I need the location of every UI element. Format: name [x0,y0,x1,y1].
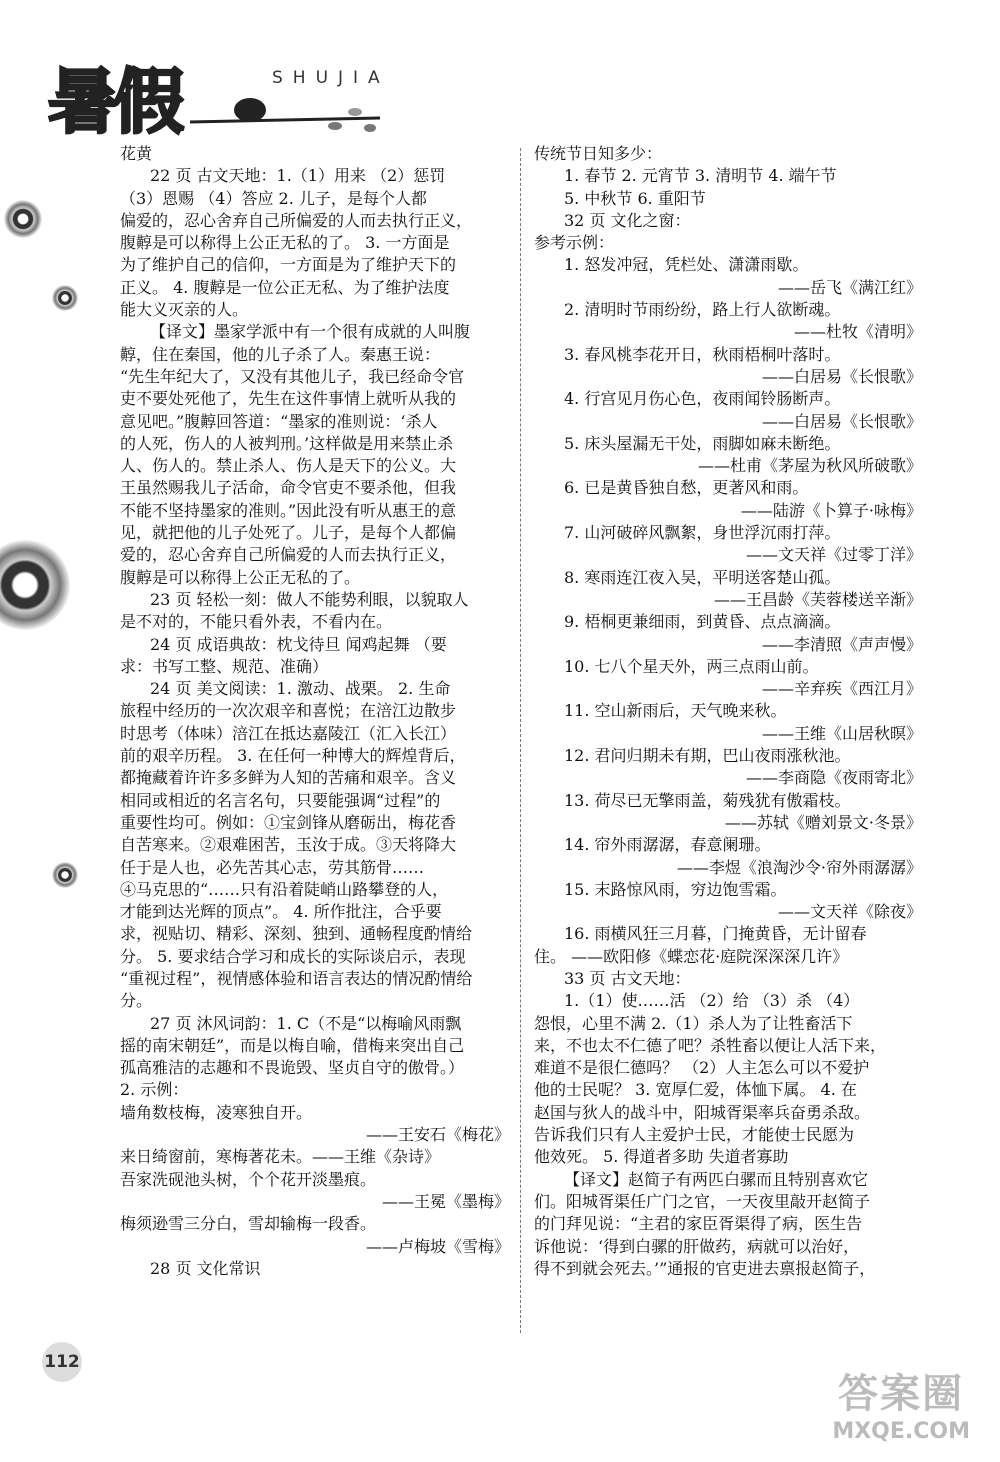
text-line: 吏不要处死他了，先生在这件事情上就听从我的 [120,389,457,409]
text-line: 27 页 沐风词韵：1. C（不是“以梅喻风雨飘 [150,1013,462,1033]
text-line: 分。 [120,991,153,1011]
text-line: 8. 寒雨连江夜入吴，平明送客楚山孤。 [564,567,841,587]
text-line: ——李清照《声声慢》 [761,634,922,654]
logo-title: 暑假 [48,61,180,143]
text-line: 相同或相近的名言名句，只要能强调“过程”的 [120,790,441,810]
text-line: 11. 空山新雨后，天气晚来秋。 [564,701,787,721]
text-line: 偏爱的，忍心舍弃自己所偏爱的人而去执行正义， [120,210,473,230]
text-line: 1. 春节 2. 元宵节 3. 清明节 4. 端午节 [564,166,837,186]
text-line: 自苦寒来。②艰难困苦，玉汝于成。③天将降大 [120,835,457,855]
text-line: ——苏轼《赠刘景文·冬景》 [724,812,922,832]
text-line: 【译文】赵简子有两匹白骡而且特别喜欢它 [564,1169,869,1189]
text-line: ——王维《山居秋暝》 [761,723,922,743]
text-line: 5. 床头屋漏无干处，雨脚如麻未断绝。 [564,433,841,453]
text-line: ——李商隐《夜雨寄北》 [745,768,922,788]
text-line: 来日绮窗前，寒梅著花未。——王维《杂诗》 [120,1147,441,1167]
text-line: ——李煜《浪淘沙令·帘外雨潺潺》 [676,857,922,877]
text-line: 16. 雨横风狂三月暮，门掩黄昏，无计留春 [564,924,867,944]
text-line: 孤高雅洁的志趣和不畏诡毁、坚贞自守的傲骨。） [120,1058,465,1078]
text-line: 23 页 轻松一刻：做人不能势利眼，以貌取人 [150,589,469,609]
text-line: 不能不坚持墨家的准则。”因此没有听从惠王的意 [120,500,457,520]
text-line: 住。 ——欧阳修《蝶恋花·庭院深深深几许》 [534,946,849,966]
text-line: ④马克思的“……只有沿着陡峭山路攀登的人， [120,879,449,899]
text-line: 吾家洗砚池头树，个个花开淡墨痕。 [120,1169,377,1189]
text-line: 1. 怒发冲冠，凭栏处、潇潇雨歇。 [564,255,809,275]
left-column [120,143,510,1280]
logo-subtitle: SHUJIA [272,68,390,88]
text-line: ——杜甫《茅屋为秋风所破歌》 [697,456,922,476]
text-line: 5. 中秋节 6. 重阳节 [564,188,706,208]
header-logo [40,28,400,143]
text-line: 的门拜见说：“主君的家臣胥渠得了病，医生告 [534,1214,863,1234]
text-line: ——白居易《长恨歌》 [761,411,922,431]
text-line: 14. 帘外雨潺潺，春意阑珊。 [564,835,771,855]
text-line: “重视过程”，视情感体验和语言表达的情况酌情给 [120,968,473,988]
decor-circle-icon [52,285,78,311]
text-line: 们。阳城胥渠任广门之官，一天夜里敲开赵简子 [534,1191,871,1211]
text-line: ——陆游《卜算子·咏梅》 [740,500,922,520]
right-column [534,143,922,1280]
text-line: 他效死。 5. 得道者多助 失道者寡助 [534,1147,789,1167]
text-line: 求，视贴切、精彩、深刻、独到、通畅程度酌情给 [120,924,473,944]
text-line: 2. 示例： [120,1080,189,1100]
text-line: 意见吧。”腹䵍回答道：“墨家的准则说：‘杀人 [120,411,438,431]
text-line: 任于是人也，必先苦其心志，劳其筋骨…… [120,857,425,877]
text-line: 都掩藏着许许多多鲜为人知的苦痛和艰辛。含义 [120,768,457,788]
text-line: 能大义灭亲的人。 [120,300,249,320]
text-line: 得不到就会死去。’”通报的官吏进去禀报赵简子， [534,1258,876,1278]
text-line: （3）恩赐 （4）答应 2. 儿子，是每个人都 [120,188,427,208]
text-line: ——王冕《墨梅》 [381,1191,510,1211]
text-line: ——杜牧《清明》 [793,322,922,342]
text-line: 的人死，伤人的人被判刑。’这样做是用来禁止杀 [120,433,454,453]
text-line: 难道不是很仁德吗？ （2）人主怎么可以不爱护 [534,1058,870,1078]
text-line: 时思考（体味）涪江在抵达嘉陵江（汇入长江） [120,723,457,743]
text-line: 1.（1）使……活 （2）给 （3）杀 （4） [564,991,860,1011]
text-line: ——王安石《梅花》 [365,1125,510,1145]
text-line: 王虽然赐我儿子活命，命令官吏不要杀他，但我 [120,478,457,498]
text-line: 10. 七八个星天外，两三点雨山前。 [564,656,819,676]
watermark-main: 答案圈 [838,1371,965,1417]
text-line: ——文天祥《除夜》 [777,902,922,922]
text-line: 24 页 美文阅读：1. 激动、战栗。 2. 生命 [150,679,451,699]
text-line: 重要性均可。例如：①宝剑锋从磨砺出，梅花香 [120,812,457,832]
text-line: 摇的南宋朝廷”，而是以梅自喻，借梅来突出自己 [120,1035,465,1055]
text-line: 32 页 文化之窗： [564,210,691,230]
text-line: 分。 5. 要求结合学习和成长的实际谈启示，表现 [120,946,466,966]
text-line: 24 页 成语典故：枕戈待旦 闻鸡起舞 （要 [150,634,447,654]
text-line: 诉他说：‘得到白骡的肝做药，病就可以治好， [534,1236,860,1256]
text-line: 参考示例： [534,233,615,253]
decor-circle-icon [0,540,70,630]
text-line: “先生年纪大了，又没有其他儿子，我已经命令官 [120,366,465,386]
text-line: 怨恨，心里不满 2.（1）杀人为了让牲畜活下 [534,1013,853,1033]
text-line: 爱的，忍心舍弃自己所偏爱的人而去执行正义， [120,545,457,565]
watermark-logo [832,1362,970,1444]
text-line: 赵国与狄人的战斗中，阳城胥渠率兵奋勇杀敌。 [534,1102,871,1122]
text-line: 前的艰辛历程。 3. 在任何一种博大的辉煌背后， [120,746,466,766]
text-line: 腹䵍是可以称得上公正无私的了。 [120,567,361,587]
text-line: 花黄 [120,144,153,163]
text-line: 33 页 古文天地： [564,968,691,988]
text-line: 求：书写工整、规范、准确） [120,656,329,676]
text-line: 来，不也太不仁德了吧？杀牲畜以便让人活下来， [534,1035,887,1055]
text-line: ——王昌龄《芙蓉楼送辛渐》 [713,589,922,609]
text-line: 见，就把他的儿子处死了。儿子，是每个人都偏 [120,523,457,543]
decor-circle-icon [52,862,78,888]
text-line: 13. 荷尽已无擎雨盖，菊残犹有傲霜枝。 [564,790,851,810]
bird-branch-icon [190,88,390,138]
text-line: 腹䵍是可以称得上公正无私的了。 3. 一方面是 [120,233,450,253]
text-line: 4. 行宫见月伤心色，夜雨闻铃肠断声。 [564,389,841,409]
page-number: 112 [42,1342,82,1382]
text-line: 3. 春风桃李花开日，秋雨梧桐叶落时。 [564,344,841,364]
decor-circle-icon [4,200,42,238]
text-line: 【译文】墨家学派中有一个很有成就的人叫腹 [150,322,471,342]
text-line: 传统节日知多少： [534,144,663,163]
text-line: ——辛弃疾《西江月》 [761,679,922,699]
text-line: 2. 清明时节雨纷纷，路上行人欲断魂。 [564,300,841,320]
watermark-url: MXQE.COM [832,1419,970,1444]
text-line: ——文天祥《过零丁洋》 [745,545,922,565]
text-line: 才能到达光辉的顶点”。 4. 所作批注，合乎要 [120,902,442,922]
text-line: 15. 末路惊风雨，穷边饱雪霜。 [564,879,787,899]
text-line: 28 页 文化常识 [150,1258,261,1278]
text-line: 他的士民呢？ 3. 宽厚仁爱，体恤下属。 4. 在 [534,1080,857,1100]
text-line: 为了维护自己的信仰，一方面是为了维护天下的 [120,255,457,275]
text-line: 22 页 古文天地：1.（1）用来 （2）惩罚 [150,166,446,186]
text-line: ——卢梅坡《雪梅》 [365,1236,510,1256]
text-line: 9. 梧桐更兼细雨，到黄昏、点点滴滴。 [564,612,841,632]
text-line: ——岳飞《满江红》 [777,277,922,297]
text-line: 正义。 4. 腹䵍是一位公正无私、为了维护法度 [120,277,450,297]
text-line: 梅须逊雪三分白，雪却输梅一段香。 [120,1214,377,1234]
text-line: 旅程中经历的一次次艰辛和喜悦；在涪江边散步 [120,701,457,721]
text-line: 告诉我们只有人主爱护士民，才能使士民愿为 [534,1125,855,1145]
text-line: 7. 山河破碎风飘絮，身世浮沉雨打萍。 [564,523,841,543]
text-line: 12. 君问归期未有期，巴山夜雨涨秋池。 [564,746,851,766]
text-line: ——白居易《长恨歌》 [761,366,922,386]
text-line: 6. 已是黄昏独自愁，更著风和雨。 [564,478,809,498]
column-divider [520,148,521,1333]
text-line: 人、伤人的。禁止杀人、伤人是天下的公义。大 [120,456,457,476]
text-line: 墙角数枝梅，凌寒独自开。 [120,1102,313,1122]
text-line: 䵍，住在秦国，他的儿子杀了人。秦惠王说： [120,344,441,364]
text-line: 是不对的，不能只看外表，不看内在。 [120,612,393,632]
